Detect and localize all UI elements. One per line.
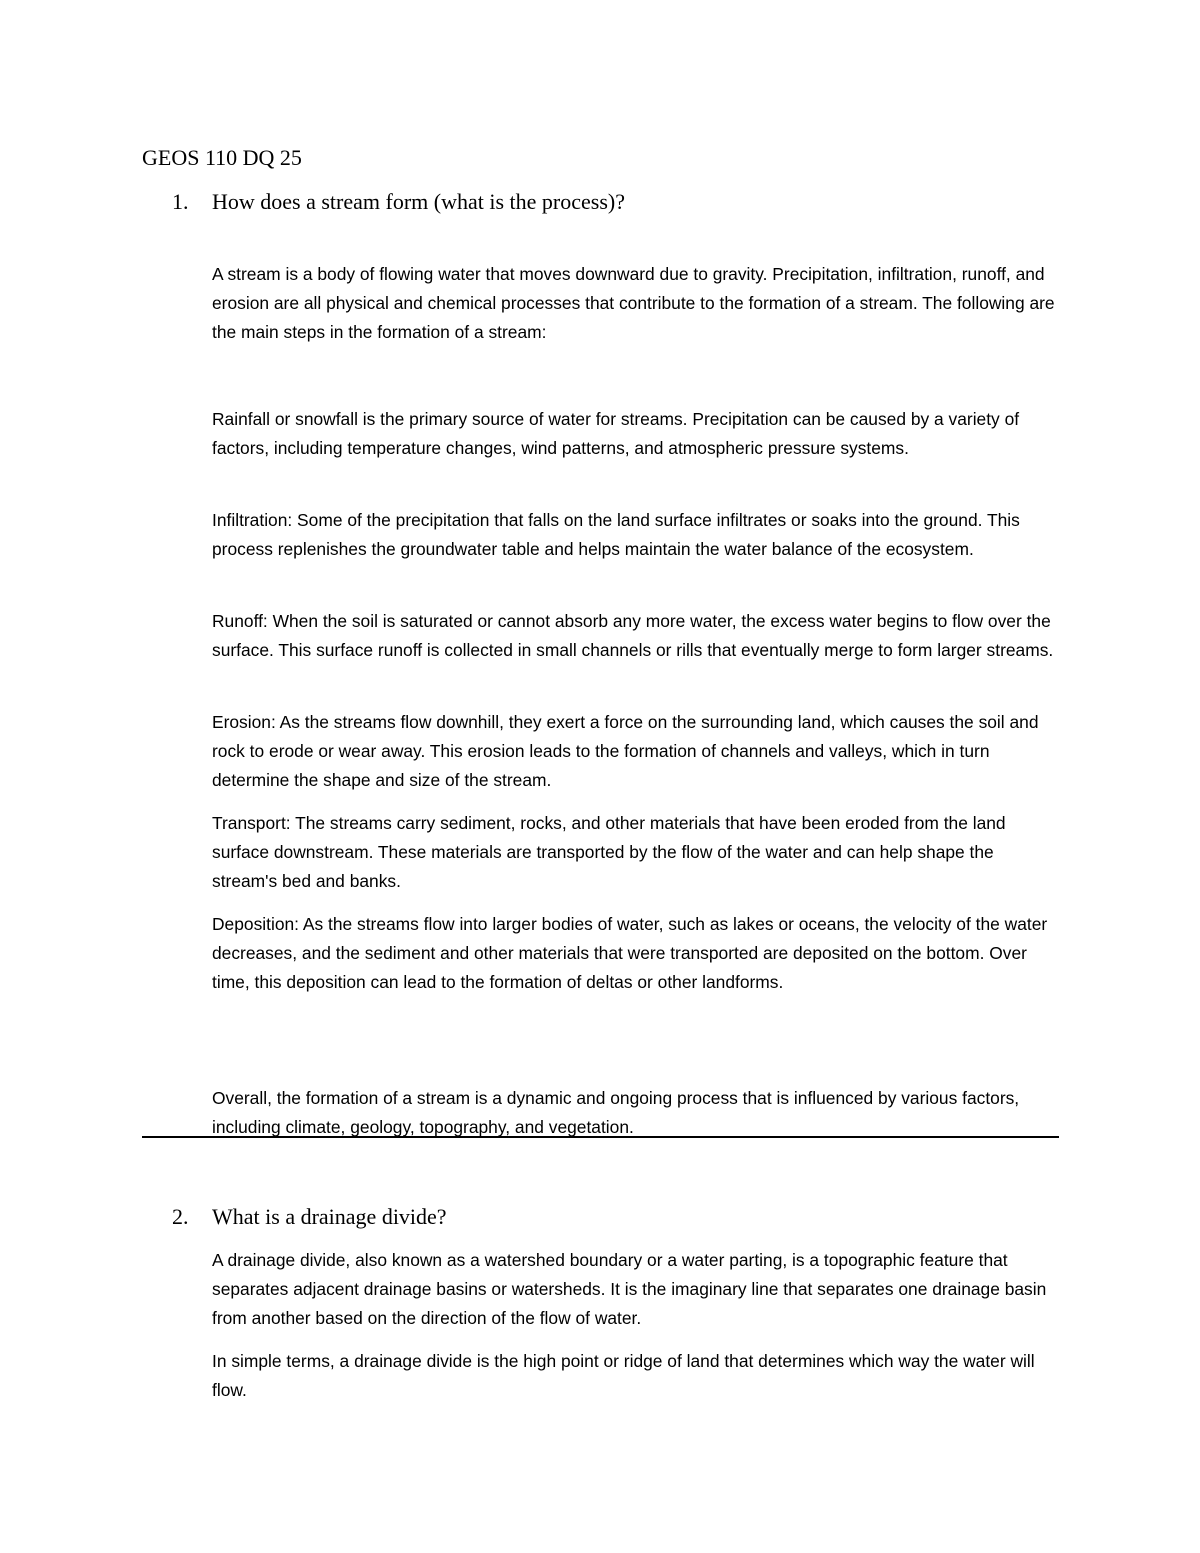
document-title: GEOS 110 DQ 25	[142, 145, 302, 170]
answer-1-runoff: Runoff: When the soil is saturated or cannot absorb any more water, the excess water begins to flow over the surface. This surface runoff is collected in small channels or rills that eventually merge to form larger streams.	[212, 611, 1054, 660]
answer-2-simple-terms: In simple terms, a drainage divide is the high point or ridge of land that determines which way the water will flow.	[212, 1351, 1035, 1400]
answer-1-conclusion: Overall, the formation of a stream is a dynamic and ongoing process that is influenced by various factors, including climate, geology, topography, and vegetation.	[212, 1088, 1020, 1137]
answer-2-definition: A drainage divide, also known as a watershed boundary or a water parting, is a topographic feature that separates adjacent drainage basins or watersheds. It is the imaginary line that separates one drainage basin from another based on the direction of the flow of water.	[212, 1250, 1047, 1328]
question-2-text: What is a drainage divide?	[212, 1204, 447, 1229]
answer-1-precipitation: Rainfall or snowfall is the primary source of water for streams. Precipitation can be caused by a variety of factors, including temperature changes, wind patterns, and atmospheric pressure systems.	[212, 409, 1020, 458]
answer-1-infiltration: Infiltration: Some of the precipitation that falls on the land surface infiltrates or soaks into the ground. This process replenishes the groundwater table and helps maintain the water balance of the ecosystem.	[212, 510, 1020, 559]
answer-1-intro: A stream is a body of flowing water that moves downward due to gravity. Precipitation, infiltration, runoff, and erosion are all physical and chemical processes that contribute to the formation of a stream. The following are the main steps in the formation of a stream:	[212, 264, 1055, 342]
question-1	[172, 188, 625, 216]
question-2-number: 2.	[172, 1204, 189, 1229]
question-2	[172, 1203, 447, 1231]
answer-1-transport: Transport: The streams carry sediment, rocks, and other materials that have been eroded from the land surface downstream. These materials are transported by the flow of the water and can help shape the stream's bed and banks.	[212, 813, 1006, 891]
question-1-text: How does a stream form (what is the process)?	[212, 189, 625, 214]
section-divider	[142, 1136, 1059, 1138]
answer-1-deposition: Deposition: As the streams flow into larger bodies of water, such as lakes or oceans, the velocity of the water decreases, and the sediment and other materials that were transported are deposited on the bottom. Over time, this deposition can lead to the formation of deltas or other landforms.	[212, 914, 1048, 992]
question-1-number: 1.	[172, 189, 189, 214]
answer-1-erosion: Erosion: As the streams flow downhill, they exert a force on the surrounding land, which causes the soil and rock to erode or wear away. This erosion leads to the formation of channels and valleys, which in turn determine the shape and size of the stream.	[212, 712, 1039, 790]
